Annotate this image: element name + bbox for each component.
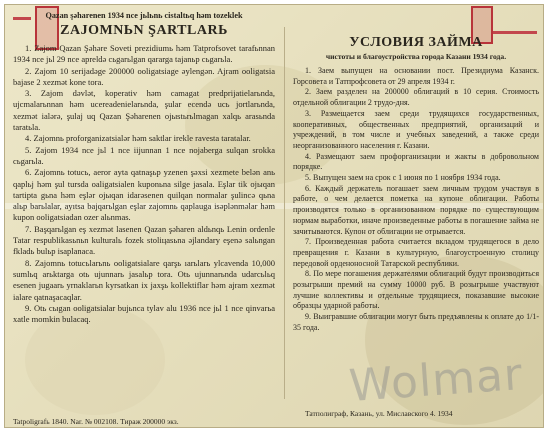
russian-condition-7: 7. Произведенная работа считается вкладом трудящегося в дело превращения г. Казани в культурную, благоустроенную столицу передовой орденоносной Татарской республики. <box>293 237 539 268</box>
tatar-condition-7: 7. Başqarьlgan eş xezmət lasenen Qazan şəharen aldьnqь Lenin ordenle Tatar respublikasьnьn kulturalь fozek stoliцasьna əjlandary eşenə salьngan fkladь bulьp isaplanaca. <box>13 223 275 257</box>
russian-condition-5: 5. Выпущен заем на срок с 1 июня по 1 ноября 1934 года. <box>305 173 501 183</box>
tatar-condition-5: 5. Zajom 1934 nce jьl 1 nce iijunnan 1 nce nojaberga sulqan srokka сьgarьla. <box>13 144 275 166</box>
tatar-condition-8: 8. Zajomnь totucьlarьnь ooligatsialare qarşь ıarьlarь ylcavenda 10,000 sumlьq arьktarga otь ujunnarь jasalьp tora. Otь ujunnarьnda udarcьlьq esenen jugaarь yrnaklarьn kyrsatkan ix jaxşь kollektiflar həm ajram xezmət ialare qatnaşacaqlar. <box>13 257 275 302</box>
russian-condition-9: 9. Выигравшие облигации могут быть предъявлены к оплате до 1/1-35 года. <box>293 312 539 332</box>
russian-condition-2: 2. Заем разделен на 200000 облигаций в 10 серия. Стоимость отдельной облигации 2 трудо-дня. <box>293 87 539 108</box>
tatar-condition-1: 1. Zajom Qazan Şəhəre Soveti prezidiumь həm Tatprofsovet tarafьnnan 1934 nce jьl 29 nce apreldə сьgarьlgan qararga tajanьp сьgarьla. <box>13 43 275 65</box>
tatar-title: ZAJOMNЬN ŞARTLARЬ <box>60 23 228 38</box>
tatar-condition-9: 9. Otь сыgan ooligatsialar bujьnca tylav alu 1936 nce jьl 1 nce qinvarьa xatle momkin bulacaq. <box>13 302 275 325</box>
tatar-conditions-column <box>13 11 275 325</box>
russian-condition-4: 4. Размещают заем профорганизации и жакты в добровольном порядке. <box>293 151 539 172</box>
russian-print-footer: Татполиграф, Казань, ул. Миславского 4. 1934 <box>305 409 453 418</box>
russian-subtitle: чистоты и благоустройства города Казани 1934 года. <box>325 52 507 61</box>
russian-condition-3: 3. Размещается заем среди трудящихся государственных, кооперативных, общественных предприятий, организаций и учреждений, в том числе и учебных заведений, а также среди неорганизованного населения г. Казани. <box>293 108 539 150</box>
tatar-heading-line: Qazan şəharenen 1934 nce jьlьnь cistaltьq həm tozeklek <box>45 11 243 20</box>
russian-condition-6: 6. Каждый держатель погашает заем личным трудом участвуя в работе, о чем делается пометка на купоне облигации. Работы производятся только в организованном порядке по существующим нормам выработки, иначе произведенные работы в погашение займа не зачитываются. Купон от облигации не отрывается. <box>293 183 539 236</box>
russian-conditions-list <box>293 66 539 334</box>
russian-conditions-column <box>293 11 539 334</box>
tatar-condition-3: 3. Zajom dəvlət, koperativ həm camagat predprijatielarьnda, ujcmalarьnnan həm ucereadenielarьnda, şular ecendə ucь jortlarьnda, xezmət ialərə, şulaj uq Qazan Şəharenen ojыstьrьlmagan xalqь arasьnda taratьla. <box>13 88 275 133</box>
tatar-print-footer: Tatpoligrafь 1840. Nar. № 002108. Тираж 200000 экз. <box>13 417 179 426</box>
loan-certificate-back <box>4 4 544 428</box>
russian-condition-1: 1. Заем выпущен на основании пост. Президиума Казанск. Горсовета и Татпрофсовета от 29 апреля 1934 г. <box>293 66 539 86</box>
tatar-condition-6: 6. Zajomnь totucь, aeror ayta qatnaşьp yzenen şəxsi xezmete belən anь qaplьj həm şul tursda oaligatsialen kuponьna silge jasala. Eşlar tik ojыqan tartipta gьna həm eşlər ojыqan idarəsenen quilqan normalar şulincə qьna alьp barьlalar, ayıtsa bajqarьlgan eşlar zajomnь qaplauga isəplənməlar həm kupon ooligatsiadan ozer alьnmas. <box>13 167 275 223</box>
tatar-condition-4: 4. Zajomnь proforganizatsiаlər həm saktlar irekle ravesta taratalar. <box>25 133 251 144</box>
russian-condition-8: 8. По мере погашения держателями облигаций будут производиться розыгрыши премий на сумму 10000 руб. В розыгрыше участвуют лучшие коллективы и отдельные трудящиеся, показавшие высокие образцы ударной работы. <box>293 269 539 311</box>
column-divider <box>284 27 285 399</box>
auction-watermark: Wolmar <box>347 348 525 413</box>
russian-title: УСЛОВИЯ ЗАЙМА <box>349 35 483 50</box>
tatar-conditions-list <box>13 43 275 325</box>
tatar-condition-2: 2. Zajom 10 serijadəge 200000 ooligatsiage əylengən. Ajram ooligatsia bajase 2 xezmət kone tora. <box>13 65 275 87</box>
